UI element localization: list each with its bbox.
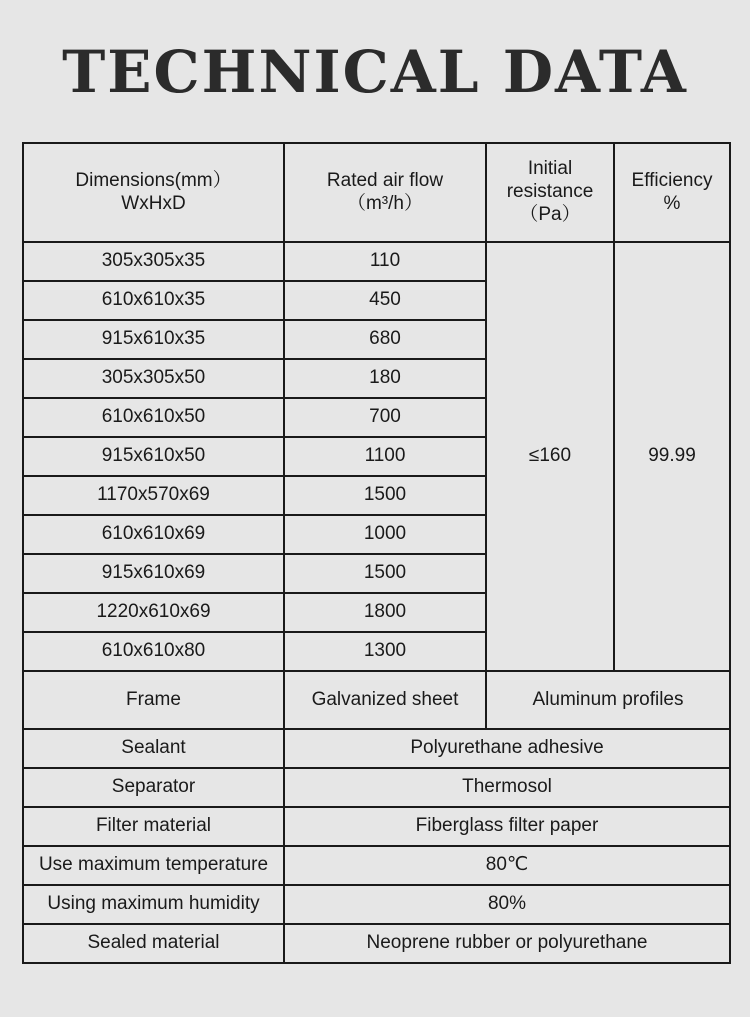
property-label: Separator bbox=[23, 768, 284, 807]
airflow-cell: 1500 bbox=[284, 476, 486, 515]
dimensions-cell: 305x305x50 bbox=[23, 359, 284, 398]
property-value: Polyurethane adhesive bbox=[284, 729, 730, 768]
airflow-cell: 680 bbox=[284, 320, 486, 359]
header-efficiency: Efficiency % bbox=[614, 143, 730, 242]
airflow-cell: 180 bbox=[284, 359, 486, 398]
table-row bbox=[23, 242, 730, 281]
property-value: Fiberglass filter paper bbox=[284, 807, 730, 846]
dimensions-cell: 1170x570x69 bbox=[23, 476, 284, 515]
airflow-cell: 1800 bbox=[284, 593, 486, 632]
property-value: Neoprene rubber or polyurethane bbox=[284, 924, 730, 963]
airflow-cell: 450 bbox=[284, 281, 486, 320]
header-dimensions: Dimensions(mm） WxHxD bbox=[23, 143, 284, 242]
dimensions-cell: 610x610x69 bbox=[23, 515, 284, 554]
frame-row bbox=[23, 671, 730, 729]
frame-label: Frame bbox=[23, 671, 284, 729]
efficiency-cell: 99.99 bbox=[614, 242, 730, 671]
header-resistance: Initial resistance （Pa） bbox=[486, 143, 614, 242]
property-row bbox=[23, 807, 730, 846]
dimensions-cell: 610x610x50 bbox=[23, 398, 284, 437]
page-title: TECHNICAL DATA bbox=[62, 38, 688, 106]
property-row bbox=[23, 924, 730, 963]
dimensions-cell: 305x305x35 bbox=[23, 242, 284, 281]
dimensions-cell: 915x610x50 bbox=[23, 437, 284, 476]
dimensions-cell: 610x610x80 bbox=[23, 632, 284, 671]
property-row bbox=[23, 846, 730, 885]
property-label: Filter material bbox=[23, 807, 284, 846]
airflow-cell: 1100 bbox=[284, 437, 486, 476]
table-header-row bbox=[23, 143, 730, 242]
airflow-cell: 1300 bbox=[284, 632, 486, 671]
property-label: Use maximum temperature bbox=[23, 846, 284, 885]
property-row bbox=[23, 729, 730, 768]
initial-resistance-cell: ≤160 bbox=[486, 242, 614, 671]
property-value: 80% bbox=[284, 885, 730, 924]
property-value: Thermosol bbox=[284, 768, 730, 807]
airflow-cell: 700 bbox=[284, 398, 486, 437]
airflow-cell: 1000 bbox=[284, 515, 486, 554]
dimensions-cell: 915x610x69 bbox=[23, 554, 284, 593]
dimensions-cell: 915x610x35 bbox=[23, 320, 284, 359]
dimensions-cell: 1220x610x69 bbox=[23, 593, 284, 632]
property-row bbox=[23, 768, 730, 807]
technical-data-table bbox=[22, 142, 731, 964]
property-value: 80℃ bbox=[284, 846, 730, 885]
header-airflow: Rated air flow （m³/h） bbox=[284, 143, 486, 242]
dimensions-cell: 610x610x35 bbox=[23, 281, 284, 320]
property-label: Sealed material bbox=[23, 924, 284, 963]
property-label: Using maximum humidity bbox=[23, 885, 284, 924]
frame-option-aluminum: Aluminum profiles bbox=[486, 671, 730, 729]
property-label: Sealant bbox=[23, 729, 284, 768]
frame-option-galvanized: Galvanized sheet bbox=[284, 671, 486, 729]
property-row bbox=[23, 885, 730, 924]
airflow-cell: 1500 bbox=[284, 554, 486, 593]
airflow-cell: 110 bbox=[284, 242, 486, 281]
